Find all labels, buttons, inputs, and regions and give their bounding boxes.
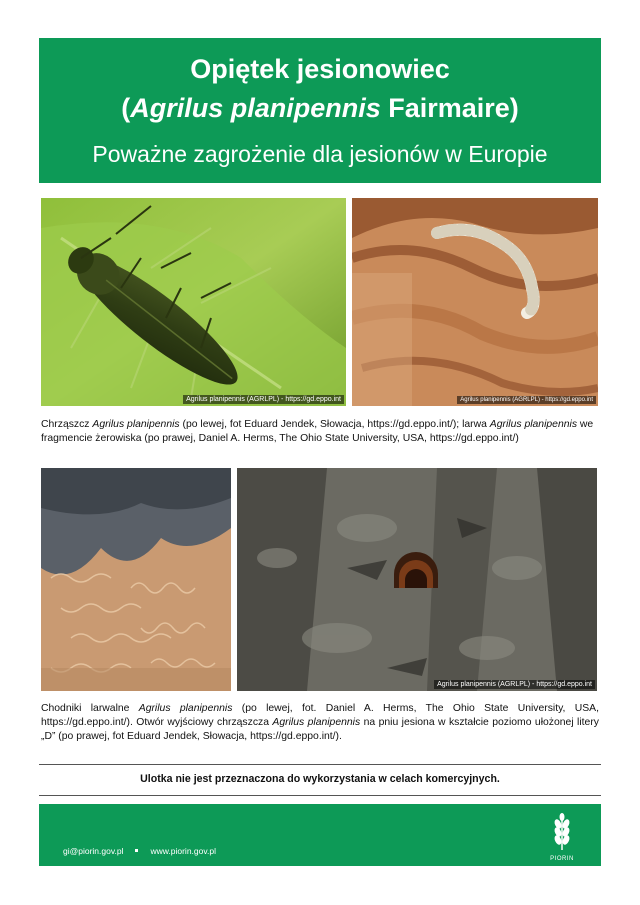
photo-watermark: Agrilus planipennis (AGRLPL) - https://gd.eppo.int (183, 395, 344, 404)
logo-label: PIORIN (550, 856, 574, 862)
caption-top: Chrząszcz Agrilus planipennis (po lewej, fot Eduard Jendek, Słowacja, https://gd.eppo.int/); larwa Agrilus planipennis we fragmencie żerowiska (po prawej, Daniel A. Herms, The Ohio State University, USA, https://gd.eppo.int/) (41, 419, 594, 444)
email-link[interactable]: gi@piorin.gov.pl (63, 846, 124, 856)
galleries-photo (41, 468, 231, 691)
photo-watermark: Agrilus planipennis (AGRLPL) - https://gd.eppo.int (457, 396, 596, 404)
beetle-photo (41, 198, 346, 406)
piorin-logo (547, 812, 577, 862)
separator-dot (135, 849, 138, 852)
non-commercial-notice: Ulotka nie jest przeznaczona do wykorzystania w celach komercyjnych. (140, 773, 500, 785)
page-title-latin: (Agrilus planipennis Fairmaire) (121, 93, 519, 123)
exit-hole-photo (237, 468, 597, 691)
footer-banner (39, 804, 601, 866)
wheat-ear-icon (547, 812, 577, 852)
page-subtitle: Poważne zagrożenie dla jesionów w Europie (92, 141, 548, 167)
page-title: Opiętek jesionowiec (190, 54, 450, 84)
website-link[interactable]: www.piorin.gov.pl (150, 846, 216, 856)
divider-bottom (39, 795, 601, 796)
larva-photo (352, 198, 598, 406)
header-banner (39, 38, 601, 183)
divider-top (39, 764, 601, 765)
photo-watermark: Agrilus planipennis (AGRLPL) - https://gd.eppo.int (434, 680, 595, 689)
contact-info (63, 846, 216, 856)
caption-bottom: Chodniki larwalne Agrilus planipennis (po lewej, fot. Daniel A. Herms, The Ohio State University, USA, https://gd.eppo.int/). Otwór wyjściowy chrząszcza Agrilus planipennis na pniu jesiona w kształcie poziomo ułożonej litery „D” (po prawej, fot Eduard Jendek, Słowacja, https://gd.eppo.int/). (41, 703, 599, 742)
